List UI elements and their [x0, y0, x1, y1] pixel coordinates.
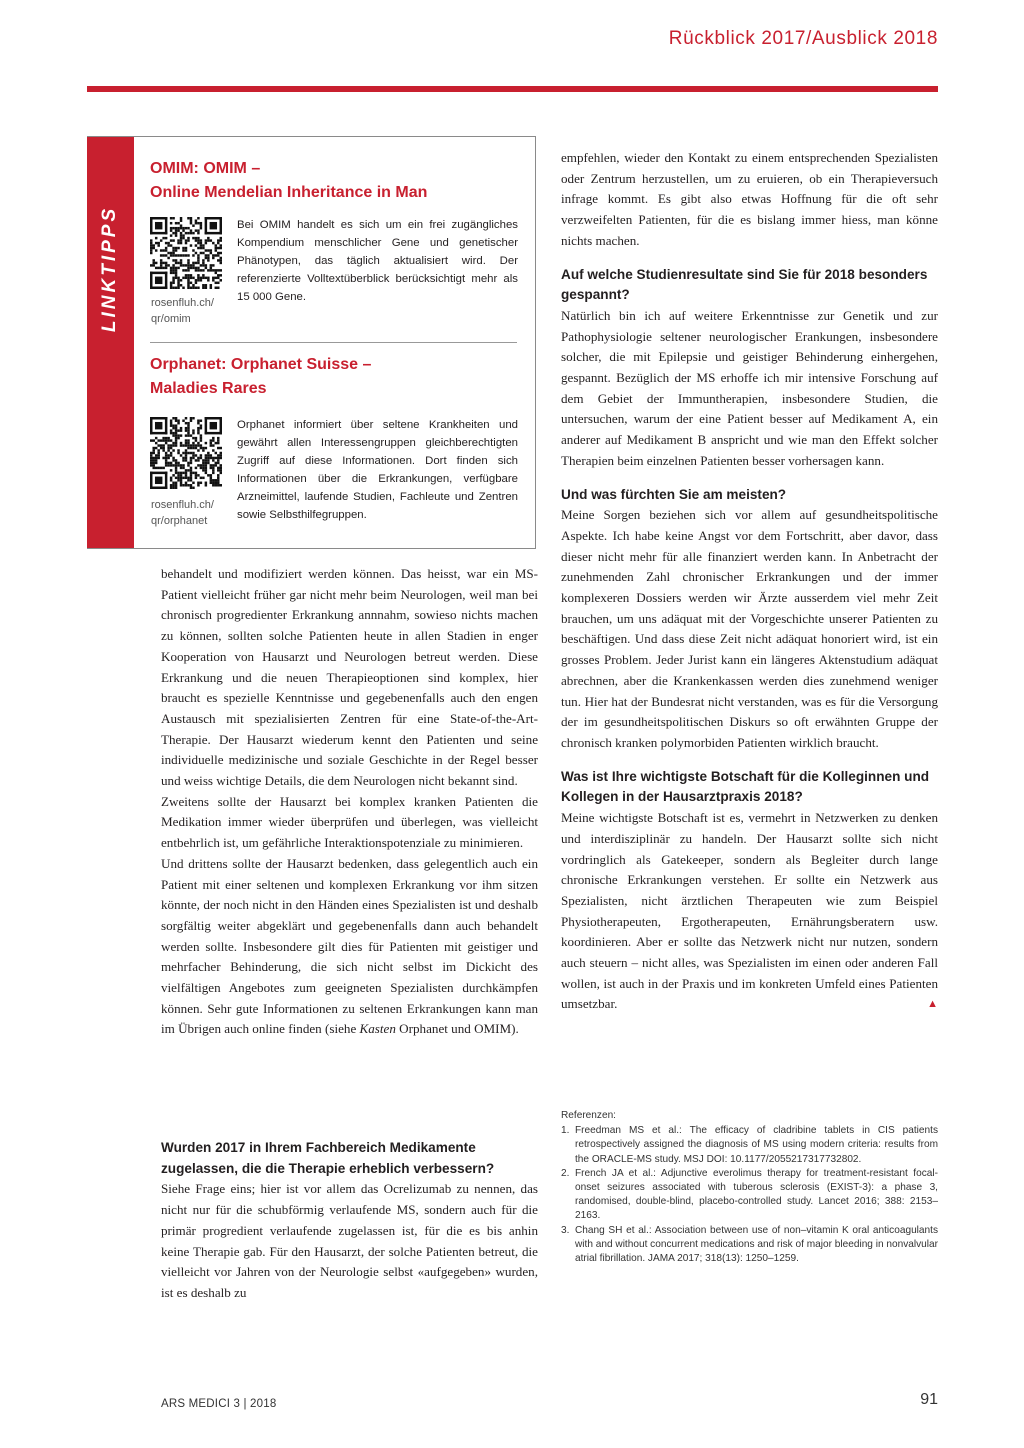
reference-item [561, 1224, 938, 1267]
linktipps-divider [150, 342, 517, 343]
running-header: Rückblick 2017/Ausblick 2018 [668, 28, 938, 49]
orphanet-qr-caption [151, 497, 214, 529]
linktipps-box [87, 136, 536, 549]
body-paragraph: Natürlich bin ich auf weitere Erkenntnisse zur Genetik und zur Pathophysiologie seltener neurologischer Erankungen, insbesondere solcher, die mit Epilepsie und geistiger Behinderung einhergehen, gespannt. Bezüglich der MS erhoffe ich mir intensive Forschung auf dem Gebiet der Immuntherapien, insbesondere Studien, die untersuchen, warum der eine Patient besser auf Medikament A, ein anderer auf Medikament B anspricht und wie man den Effekt solcher Therapien beim einzelnen Patienten besser vorhersagen kann. [561, 307, 938, 468]
reference-number: 2. [561, 1167, 570, 1179]
reference-item [561, 1124, 938, 1167]
orphanet-title-line1: Orphanet: Orphanet Suisse – [150, 356, 372, 373]
body-text: Meine wichtigste Botschaft ist es, vermehrt in Netzwerken zu denken und interdisziplinär zu handeln. Der Hausarzt sollte sich nicht vordringlich als Gatekeeper, sondern als Begleiter durch lange chronische Erkrankungen verstehen. Er sollte ein Netzwerk aus Spezialisten, nicht ärztlichen Therapeuten wie zum Beispiel Physiotherapeuten, Ergotherapeuten, Ernährungsberatern usw. koordinieren. Aber er sollte das Netzwerk nicht nur nutzen, sondern auch steuern – nicht alles, was Spezialisten im einen oder anderen Fall wollen, ist auch in der Praxis und im konkreten Umfeld eines Patienten umsetzbar. [561, 810, 938, 1012]
linktipps-label: LINKTIPPS [99, 205, 120, 333]
body-paragraph: empfehlen, wieder den Kontakt zu einem entsprechenden Spezialisten oder Zentrum herzustellen, um zu eruieren, ob ein Therapieversuch infrage kommt. Es gibt also etwas Hoffnung für die oft sehr verzweifelten Patienten, für die es bislang immer hiess, man könne nichts machen. [561, 150, 938, 248]
body-italic: Kasten [359, 1021, 396, 1037]
omim-description: Bei OMIM handelt es sich um ein frei zugängliches Kompendium menschlicher Gene und genetischer Phänotypen, das täglich aktualisiert wird. Der referenzierte Volltextüberblick berücksichtigt mehr als 15 000 Gene. [237, 219, 518, 303]
reference-item [561, 1167, 938, 1224]
question-heading: Auf welche Studienresultate sind Sie für 2018 besonders gespannt? [561, 266, 928, 303]
page-number: 91 [920, 1391, 938, 1408]
orphanet-description: Orphanet informiert über seltene Krankheiten und gewährt allen Interessengruppen gleichberechtigten Zugriff auf diese Informationen. Dort finden sich Informationen über die Erkrankungen, verfügbare Arzneimittel, laufende Studien, Fachleute und Zentren sowie Selbsthilfegruppen. [237, 419, 518, 521]
question-heading: Und was fürchten Sie am meisten? [561, 486, 787, 502]
qr-code-icon[interactable] [150, 417, 222, 489]
references-title: Referenzen: [561, 1110, 616, 1121]
body-paragraph: Siehe Frage eins; hier ist vor allem das Ocrelizumab zu nennen, das nicht nur für die schubförmig verlaufende MS, sondern auch für die primär progredient verlaufende zugelassen ist, für die es bis anhin keine Therapie gab. Für den Hausarzt, der solche Patienten betreut, die vielleicht vor Jahren von der Neurologie selbst «aufgegeben» wurden, ist es deshalb zu [161, 1181, 538, 1300]
footer-journal: ARS MEDICI 3 | 2018 [161, 1398, 277, 1410]
omim-qr-caption-line1: rosenfluh.ch/ [151, 297, 214, 309]
right-column [561, 148, 938, 1015]
reference-number: 1. [561, 1125, 570, 1137]
question-heading: Was ist Ihre wichtigste Botschaft für die Kolleginnen und Kollegen in der Hausarztpraxis 2018? [561, 768, 930, 805]
omim-title [150, 157, 427, 205]
body-text: Und drittens sollte der Hausarzt bedenken, dass gelegentlich auch ein Patient mit einer seltenen und komplexen Erkrankung vor ihm sitzen könnte, der noch nicht in den Händen eines Spezialisten ist und deshalb sorgfältig weiter abgeklärt und gegebenenfalls dann auch behandelt werden sollte. Insbesondere gilt dies für Patienten mit geistiger und mehrfacher Behinderung, die sich nicht selbst im Dickicht des vielfältigen Angebotes zum geeigneten Spezialisten durchkämpfen können. Sehr gute Informationen zu seltenen Erkrankungen kann man im Übrigen auch online finden (siehe [161, 855, 538, 1037]
body-paragraph [161, 854, 538, 1040]
left-column-bottom [161, 1138, 538, 1304]
body-text: Orphanet und OMIM). [395, 1021, 519, 1037]
reference-text: Chang SH et al.: Association between use of non–vitamin K oral anticoagulants with and without concurrent medications and risk of major bleeding in nonvalvular atrial fibrillation. JAMA 2017; 318(13): 1250–1259. [575, 1224, 939, 1265]
body-paragraph: behandelt und modifiziert werden können. Das heisst, war ein MS-Patient vielleicht früher gar nicht mehr beim Neurologen, weil man bei chronisch progredienter Erkrankung annnahm, sowieso nichts machen zu können, sollten solche Patienten heute in allen Stadien in enger Kooperation von Hausarzt und Neurologen betreut werden. Diese Erkrankung und die neuen Therapieoptionen sind komplex, hier braucht es spezielle Kenntnisse und gegebenenfalls auch den engen Austausch mit spezialisierten Zentren für eine State-of-the-Art-Therapie. Der Hausarzt wiederum kennt den Patienten und seine individuelle medizinische und soziale Geschichte in der Regel besser und weiss wichtige Details, die dem Neurologen nicht bekannt sind. [161, 566, 538, 789]
qr-code-icon[interactable] [150, 217, 222, 289]
end-mark-icon: ▲ [927, 998, 938, 1011]
orphanet-qr-caption-line2: qr/orphanet [151, 515, 208, 527]
body-paragraph: Meine Sorgen beziehen sich vor allem auf gesundheitspolitische Aspekte. Ich habe keine Angst vor dem Fortschritt, aber davor, dass dieser nicht mehr für alle finanziert werden kann. In Anbetracht der zunehmenden Zahl chronischer Erkrankungen und der immer komplexeren Dossiers werden wir Ärzte ausserdem viel mehr Zeit brauchen, um uns adäquat mit der Vorgeschichte unserer Patienten zu beschäftigen. Und dass diese Zeit nicht adäquat honoriert wird, ist ein grosses Problem. Jeder Jurist kann ein längeres Aktenstudium adäquat abrechnen, aber die Krankenkassen werden dies zunehmend weniger tun. Hier hat der Bundesrat nicht verstanden, was es für die Versorgung der im gesundheitspolitischen Diskurs so oft erwähnten Gruppe der chronisch kranken polymorbiden Patienten wirklich braucht. [561, 507, 938, 750]
omim-title-line1: OMIM: OMIM – [150, 160, 261, 177]
orphanet-title-line2: Maladies Rares [150, 380, 267, 397]
question-heading: Wurden 2017 in Ihrem Fachbereich Medikamente zugelassen, die die Therapie erheblich verbessern? [161, 1140, 495, 1176]
omim-qr-caption-line2: qr/omim [151, 313, 191, 325]
orphanet-qr-caption-line1: rosenfluh.ch/ [151, 499, 214, 511]
references-list [561, 1124, 938, 1266]
left-column-top [161, 564, 538, 1040]
omim-qr-caption [151, 295, 214, 327]
omim-title-line2: Online Mendelian Inheritance in Man [150, 184, 428, 201]
orphanet-title [150, 353, 371, 401]
reference-number: 3. [561, 1224, 570, 1236]
body-paragraph: Zweitens sollte der Hausarzt bei komplex kranken Patienten die Medikation immer wieder überprüfen und überlegen, was vielleicht entbehrlich ist, um gefährliche Interaktionspotenziale zu minimieren. [161, 793, 538, 851]
reference-text: Freedman MS et al.: The efficacy of cladribine tablets in CIS patients retrospectively assigned the diagnosis of MS using modern criteria: results from the ORACLE-MS study. MSJ DOI: 10.1177/2055217317732802. [575, 1125, 938, 1165]
reference-text: French JA et al.: Adjunctive everolimus therapy for treatment-resistant focal-onset seizures associated with tuberous sclerosis (EXIST-3): a phase 3, randomised, double-blind, placebo-controlled study. Lancet 2016; 388: 2153–2163. [575, 1167, 938, 1222]
body-paragraph [561, 808, 938, 1015]
header-rule [87, 86, 938, 92]
references [561, 1109, 938, 1266]
linktipps-band [87, 137, 134, 548]
